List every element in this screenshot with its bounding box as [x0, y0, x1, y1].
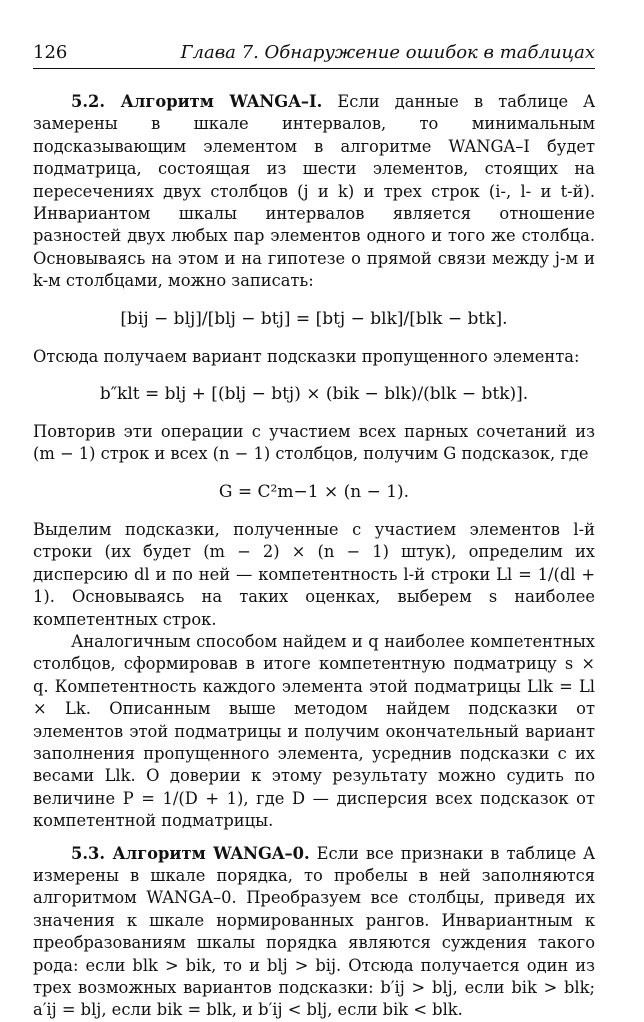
page — [33, 40, 595, 1022]
section-5-3-heading: 5.3. Алгоритм WANGA–0. — [71, 843, 310, 863]
combinations-text: Повторив эти операции с участием всех парных сочетаний из (m − 1) строк и всех (n − 1) столбцов, получим G подсказок, где — [33, 422, 595, 464]
page-body — [33, 91, 595, 1022]
formula-hint: b″klt = blj + [(blj − btj) × (bik − blk)/(blk − btk)]. — [99, 384, 529, 405]
hint-intro-text: Отсюда получаем вариант подсказки пропущенного элемента: — [33, 346, 580, 366]
column-competence-text: Аналогичным способом найдем и q наиболее компетентных столбцов, сформировав в итоге компетентную подматрицу s × q. Компетентность каждого элемента этой подматрицы Llk = Ll × Lk. Описанным выше методом найдем подсказки от элементов этой подматрицы и получим окончательный вариант заполнения пропущенного элемента, усреднив подсказки с их весами Llk. О доверии к этому результату можно судить по величине P = 1/(D + 1), где D — дисперсия всех подсказок от компетентной подматрицы. — [33, 631, 595, 831]
section-5-3-text: Если все признаки в таблице A измерены в шкале порядка, то пробелы в ней заполняются алгоритмом WANGA–0. Преобразуем все столбцы, приведя их значения к шкале нормированных рангов. Инвариантным к преобразованиям шкалы порядка являются суждения такого рода: если blk > bik, то и blj > bij. Отсюда получается один из трех возможных вариантов подсказки: b′ij > blj, если bik > blk; a′ij = blj, если bik = blk, и b′ij < blj, если bik < blk. — [33, 843, 595, 1020]
section-5-2-heading: 5.2. Алгоритм WANGA–I. — [71, 92, 323, 111]
row-competence-text: Выделим подсказки, полученные с участием элементов l-й строки (их будет (m − 2) × (n − 1) штук), определим их дисперсию dl и по ней — компетентность l-й строки Ll = 1/(dl + 1). Основываясь на таких оценках, выберем s наиболее компетентных строк. — [33, 519, 595, 629]
section-5-3-paragraph — [33, 843, 595, 1022]
formula-interval-ratio: [bij − blj]/[blj − btj] = [btj − blk]/[blk − btk]. — [120, 308, 508, 329]
page-header — [33, 40, 595, 69]
section-5-2-paragraph — [33, 91, 595, 293]
chapter-title: Глава 7. Обнаружение ошибок в таблицах — [180, 42, 595, 63]
section-5-2-text: Если данные в таблице A замерены в шкале интервалов, то минимальным подсказывающим элементом в алгоритме WANGA–I будет подматрица, состоящая из шести элементов, стоящих на пересечениях двух столбцов (j и k) и трех строк (i-, l- и t-й). Инвариантом шкалы интервалов является отношение разностей двух любых пар элементов одного и того же столбца. Основываясь на этом и на гипотезе о прямой связи между j-м и k-м столбцами, можно записать: — [33, 92, 595, 291]
formula-g-count: G = C²m−1 × (n − 1). — [218, 481, 410, 502]
page-number: 126 — [33, 42, 68, 63]
